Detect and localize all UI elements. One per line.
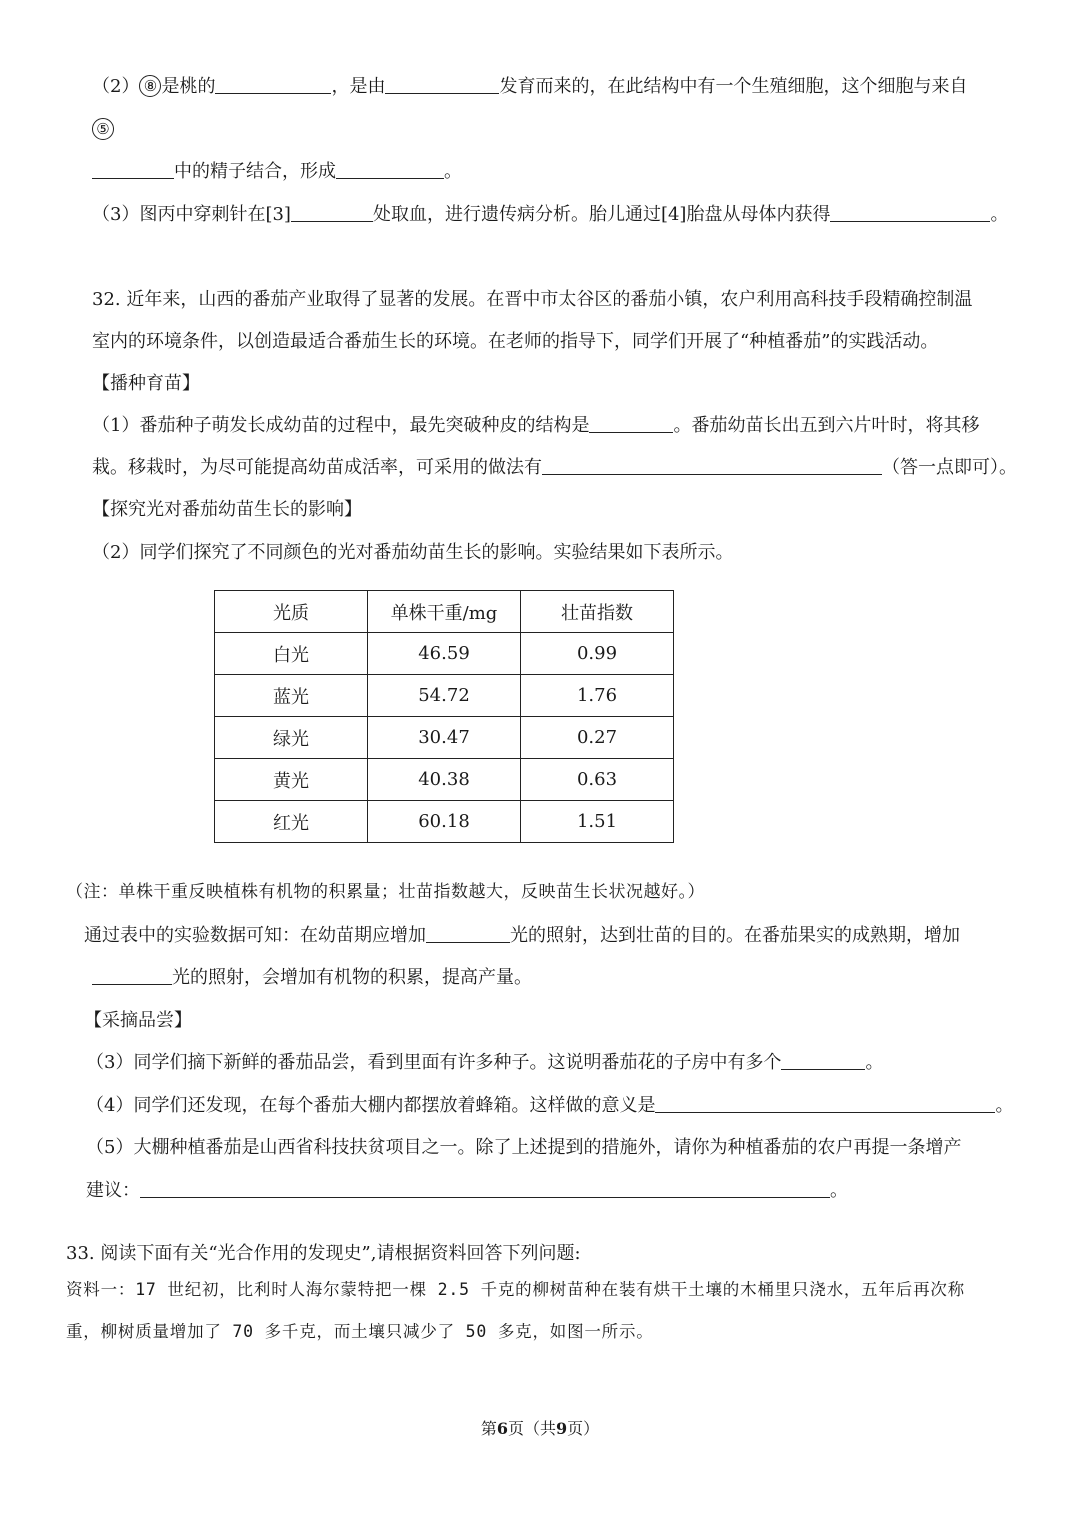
- table-cell: 30.47: [368, 717, 521, 759]
- table-cell: 46.59: [368, 633, 521, 675]
- page-total: 9: [556, 1419, 568, 1438]
- q32-part2b-line1: 通过表中的实验数据可知：在幼苗期应增加 光的照射，达到壮苗的目的。在番茄果实的成熟期，增加: [84, 925, 960, 946]
- table-cell: 红光: [215, 801, 368, 843]
- table-row: [215, 717, 674, 759]
- page-footer: 第6页（共9页）: [480, 1419, 600, 1438]
- table-header-cell: 壮苗指数: [521, 591, 674, 633]
- table-header-cell: 光质: [215, 591, 368, 633]
- table-cell: 0.27: [521, 717, 674, 759]
- table-row: [215, 759, 674, 801]
- answer-blank[interactable]: [385, 75, 499, 94]
- table-cell: 黄光: [215, 759, 368, 801]
- table-cell: 1.76: [521, 675, 674, 717]
- q33-material1-line1: 资料一：17 世纪初，比利时人海尔蒙特把一棵 2.5 千克的柳树苗种在装有烘干土壤的木桶里只浇水，五年后再次称: [66, 1280, 965, 1299]
- q33-material1-line2: 重，柳树质量增加了 70 多千克，而土壤只减少了 50 多克，如图一所示。: [66, 1322, 654, 1341]
- table-header-cell: 单株干重/mg: [368, 591, 521, 633]
- table-row: [215, 801, 674, 843]
- answer-blank[interactable]: [589, 414, 673, 433]
- table-cell: 60.18: [368, 801, 521, 843]
- answer-blank[interactable]: [655, 1094, 995, 1113]
- q32-part2: （2）同学们探究了不同颜色的光对番茄幼苗生长的影响。实验结果如下表所示。: [92, 542, 734, 563]
- table-cell: 绿光: [215, 717, 368, 759]
- answer-blank[interactable]: [92, 160, 174, 179]
- answer-blank[interactable]: [426, 924, 510, 943]
- answer-blank[interactable]: [291, 203, 373, 222]
- table-cell: 1.51: [521, 801, 674, 843]
- q33-intro: 33. 阅读下面有关“光合作用的发现史”,请根据资料回答下列问题:: [66, 1243, 581, 1264]
- q31-part2-line2: [92, 118, 114, 142]
- answer-blank[interactable]: [215, 75, 331, 94]
- q32-part1-line1: （1）番茄种子萌发长成幼苗的过程中，最先突破种皮的结构是 。番茄幼苗长出五到六片叶时，将其移: [92, 415, 980, 436]
- circled-8: ⑧: [139, 75, 161, 97]
- q32-part2b-line2: 光的照射，会增加有机物的积累，提高产量。: [92, 966, 532, 990]
- table-cell: 54.72: [368, 675, 521, 717]
- answer-blank[interactable]: [830, 203, 990, 222]
- section-heading-picking: 【采摘品尝】: [84, 1010, 192, 1031]
- answer-blank[interactable]: [140, 1179, 830, 1198]
- table-row: [215, 633, 674, 675]
- page-number: 6: [496, 1419, 508, 1438]
- q32-intro-line1: 32. 近年来，山西的番茄产业取得了显著的发展。在晋中市太谷区的番茄小镇，农户利用高科技手段精确控制温: [92, 289, 973, 310]
- answer-blank[interactable]: [542, 456, 882, 475]
- q31-part3: （3）图丙中穿刺针在[3] 处取血，进行遗传病分析。胎儿通过[4]胎盘从母体内获得 。: [92, 204, 1009, 225]
- q31-part2-line3: 中的精子结合，形成 。: [92, 160, 462, 184]
- answer-blank[interactable]: [92, 966, 172, 985]
- section-heading-sowing: 【播种育苗】: [92, 373, 200, 394]
- table-cell: 白光: [215, 633, 368, 675]
- q32-part5-line2: 建议： 。: [86, 1180, 848, 1201]
- table-note: （注：单株干重反映植株有机物的积累量；壮苗指数越大，反映苗生长状况越好。）: [66, 882, 705, 902]
- q32-part1-line2: 栽。移栽时，为尽可能提高幼苗成活率，可采用的做法有 （答一点即可）。: [92, 457, 1017, 478]
- circled-5: ⑤: [92, 118, 114, 140]
- answer-blank[interactable]: [336, 160, 444, 179]
- q32-part5-line1: （5）大棚种植番茄是山西省科技扶贫项目之一。除了上述提到的措施外，请你为种植番茄的农户再提一条增产: [86, 1137, 962, 1158]
- table-cell: 蓝光: [215, 675, 368, 717]
- q32-part4: （4）同学们还发现，在每个番茄大棚内都摆放着蜂箱。这样做的意义是 。: [86, 1095, 1014, 1116]
- table-row: [215, 675, 674, 717]
- table-cell: 0.63: [521, 759, 674, 801]
- q31-part2-line1: （2） ⑧ 是桃的 ，是由 发育而来的，在此结构中有一个生殖细胞，这个细胞与来自: [92, 76, 968, 97]
- answer-blank[interactable]: [781, 1051, 865, 1070]
- section-heading-light: 【探究光对番茄幼苗生长的影响】: [92, 499, 362, 520]
- q32-part3: （3）同学们摘下新鲜的番茄品尝，看到里面有许多种子。这说明番茄花的子房中有多个 。: [86, 1052, 884, 1073]
- table-cell: 40.38: [368, 759, 521, 801]
- table-header-row: [215, 591, 674, 633]
- light-quality-table: [214, 590, 674, 843]
- table-cell: 0.99: [521, 633, 674, 675]
- q32-intro-line2: 室内的环境条件，以创造最适合番茄生长的环境。在老师的指导下，同学们开展了“种植番茄”的实践活动。: [92, 331, 939, 352]
